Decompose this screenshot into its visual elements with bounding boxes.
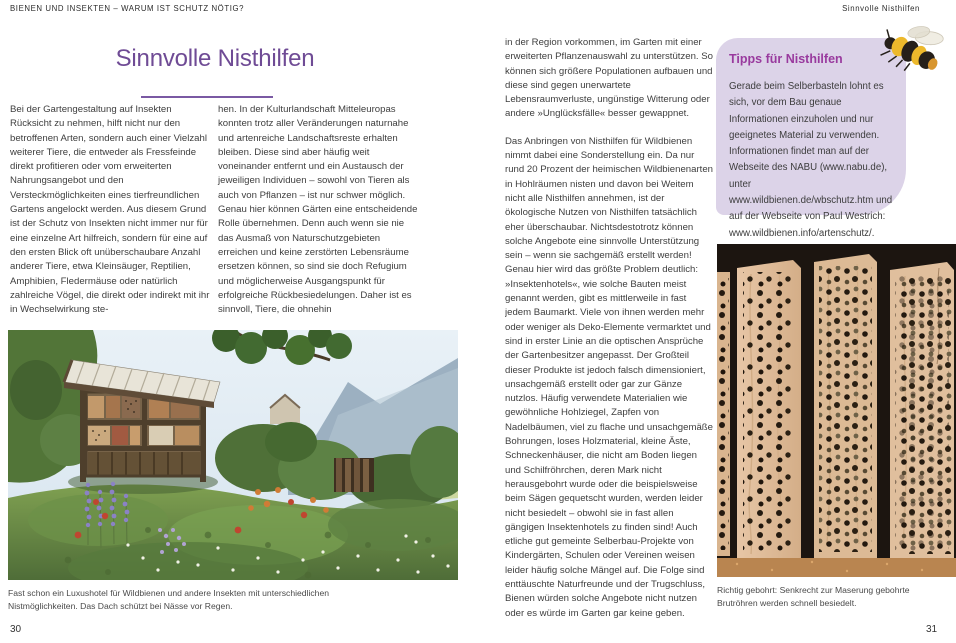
wood-photo-illustration [717,244,956,577]
paragraph-2: Das Anbringen von Nisthilfen für Wildbienen nimmt dabei eine Sonderstellung ein. Da nur rund 20 Prozent der heimischen Wildbienenarten in Hohlräumen nisten und davon bei Weitem nicht alle Nisthilfen annehmen, ist der ökologische Nutzen von Nisthilfen tatsächlich eher überschaubar. Nichtsdestotrotz können solche Angebote eine sinnvolle Unterstützung sein – wenn sie sachgemäß erstellt werden! Genau hier wird das größte Problem deutlich: »Insektenhotels«, wie solche Bauten meist genannt werden, gibt es mittlerweile in fast jedem Baumarkt. Viele von ihnen werden mehr oder weniger als Deko-Elemente vermarktet und sind in erster Linie an die optischen Ansprüche der Gartenbesitzer angepasst. Der Großteil dieser Produkte ist jedoch falsch dimensioniert, unsachgemäß erstellt oder gar zur Gänze nutzlos. Häufig verwendete Materialien wie gewöhnliche Hohlziegel, Zapfen von Nadelbäumen, viel zu flache und unsachgemäße Bohrungen, loses Holzmaterial, kleine Äste, Schneckenhäuser, die nicht am Boden liegen und Schilfröhrchen, deren Mark nicht herausgebohrt wurde oder die beispielsweise beim Sägen gequetscht wurden, werden leider nicht besiedelt – obwohl sie in fast allen gängigen Insektenhotels zu finden sind! Auch etliche gut gemeinte Selberbau-Projekte von Kindergärten, Schulen oder Vereinen weisen leider häufig solche Mängel auf. Die Folge sind enttäuschte Naturfreunde und der Trugschluss, Bienen würden solche Angebote nicht nutzen oder es würde im Garten gar keine geben. [505,135,713,619]
paragraph-1: in der Region vorkommen, im Garten mit einer erweiterten Pflanzenauswahl zu unterstützen. So können sich größere Populationen aufbauen und diese sind gegen unerwartete Lebensraumverluste, ungünstige Witterung oder andere »Unglücksfälle« besser gewappnet. [505,37,713,120]
bumblebee-icon [876,20,954,86]
body-column-1: Bei der Gartengestaltung auf Insekten Rücksicht zu nehmen, hilft nicht nur den betroffenen Arten, sondern auch einer Vielzahl weiterer Tiere, die entweder als Fressfeinde direkt profitieren oder vom erweiterten Nahrungsangebot und den Versteckmöglichkeiten eines tierfreundlichen Gartens angelockt werden. Aus diesem Grund ist der Schutz von Insekten nicht immer nur für eine einzelne Art hilfreich, sondern für eine auf den ersten Blick oft unüberschaubare Anzahl anderer Tiere, etwa Kleinsäuger, Reptilien, Amphibien, Fledermäuse oder natürlich zahlreiche Vögel, die direkt oder indirekt mit ihr in Wechselwirkung ste- [10,104,210,316]
tips-box-title: Tipps für Nisthilfen [729,52,843,66]
tips-box-body: Gerade beim Selberbasteln lohnt es sich, vor dem Bau genaue Informationen einzuholen und nur geeignetes Material zu verwenden. Informationen findet man auf der Webseite des NABU (www.nabu.de), unter www.wildbienen.de/wbschutz.htm und auf der Webseite von Paul Westrich: www.wildbienen.info/artenschutz/. [729,81,893,239]
title-underline [141,96,273,98]
garden-insect-hotel-photo [8,330,458,580]
running-head-right: Sinnvolle Nisthilfen [842,4,920,13]
body-column-2: hen. In der Kulturlandschaft Mitteleuropas konnten trotz aller Veränderungen naturnahe und artenreiche Landschaftsreste erhalten bleiben. Diese sind aber häufig weit voneinander entfernt und ein Austausch der jeweiligen Individuen – sowohl von Tieren als auch von Pflanzen – ist nur schwer möglich. Genau hier können Gärten eine entscheidende Rolle übernehmen. Denn auch wenn sie nie das Ausmaß von Naturschutzgebieten erreichen und keine zerstörten Lebensräume ersetzen können, so sind sie doch Refugium und möglicherweise Ausgangspunkt für erfolgreiche Rückbesiedelungen. Daher ist es sinnvoll, Tiere, die ohnehin [218,104,418,316]
page-title: Sinnvolle Nisthilfen [115,45,315,72]
page-number-right: 31 [926,624,938,635]
body-column-3 [505,36,715,622]
wood-photo-caption: Richtig gebohrt: Senkrecht zur Maserung gebohrte Brutröhren werden schnell besiedelt. [717,585,910,608]
page-number-left: 30 [10,624,22,635]
garden-photo-caption: Fast schon ein Luxushotel für Wildbienen und andere Insekten mit unterschiedlichen Nistmöglichkeiten. Das Dach schützt bei Nässe vor Regen. [8,588,330,611]
garden-photo-illustration [8,330,458,580]
drilled-wood-blocks-photo [717,244,956,577]
running-head-left: BIENEN UND INSEKTEN – WARUM IST SCHUTZ NÖTIG? [10,4,245,13]
